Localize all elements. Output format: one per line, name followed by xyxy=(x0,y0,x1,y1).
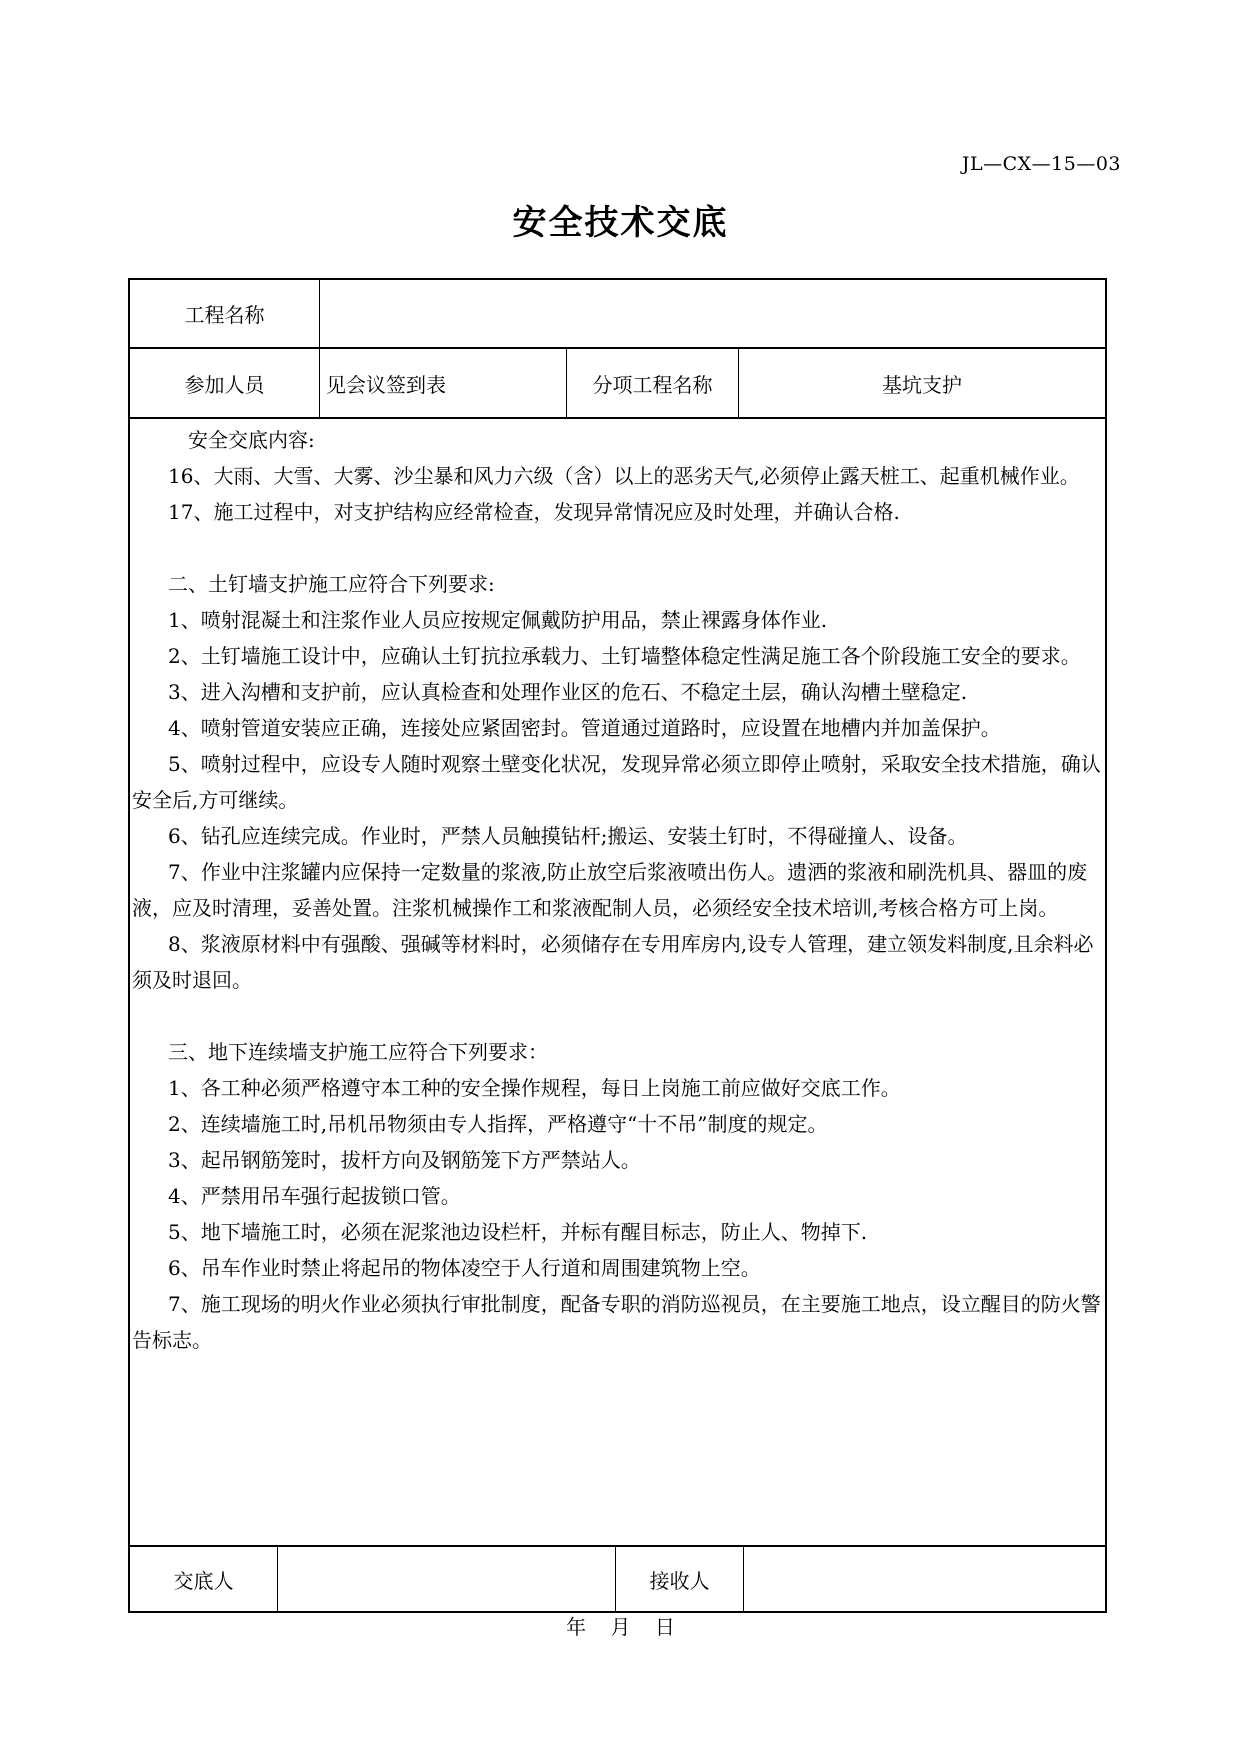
participants-field[interactable]: 见会议签到表 xyxy=(320,349,567,417)
paragraph-list xyxy=(130,458,1105,1358)
disclosure-form xyxy=(128,278,1107,1613)
disclosure-content xyxy=(130,419,1105,1547)
content-paragraph: 3、起吊钢筋笼时，拔杆方向及钢筋笼下方严禁站人。 xyxy=(168,1148,641,1172)
content-paragraph: 4、喷射管道安装应正确，连接处应紧固密封。管道通过道路时，应设置在地槽内并加盖保护。 xyxy=(168,716,1001,740)
content-paragraph: 4、严禁用吊车强行起拔锁口管。 xyxy=(168,1184,461,1208)
subproject-name-field[interactable]: 基坑支护 xyxy=(882,372,962,397)
date-line: 年 月 日 xyxy=(566,1615,675,1639)
project-name-label: 工程名称 xyxy=(130,280,320,347)
document-code: JL—CX—15—03 xyxy=(961,153,1121,175)
content-paragraph: 三、地下连续墙支护施工应符合下列要求： xyxy=(168,1040,548,1064)
participants-row xyxy=(130,349,1105,419)
signature-row xyxy=(130,1547,1105,1611)
content-paragraph: 16、大雨、大雪、大雾、沙尘暴和风力六级（含）以上的恶劣天气,必须停止露天桩工、起重机械作业。 xyxy=(168,464,1080,488)
content-paragraph: 5、喷射过程中，应设专人随时观察土壁变化状况，发现异常必须立即停止喷射，采取安全技术措施，确认安全后,方可继续。 xyxy=(132,752,1101,812)
blank-line xyxy=(130,530,1105,566)
content-paragraph: 2、土钉墙施工设计中，应确认土钉抗拉承载力、土钉墙整体稳定性满足施工各个阶段施工安全的要求。 xyxy=(168,644,1081,668)
content-paragraph: 2、连续墙施工时,吊机吊物须由专人指挥，严格遵守“十不吊”制度的规定。 xyxy=(168,1112,828,1136)
discloser-field[interactable] xyxy=(278,1547,616,1611)
project-name-field[interactable] xyxy=(320,280,1105,347)
blank-line xyxy=(130,998,1105,1034)
discloser-label: 交底人 xyxy=(130,1547,278,1611)
content-paragraph: 二、土钉墙支护施工应符合下列要求: xyxy=(168,572,495,596)
content-paragraph: 5、地下墙施工时，必须在泥浆池边设栏杆，并标有醒目标志，防止人、物掉下. xyxy=(168,1220,868,1244)
content-paragraph: 1、喷射混凝土和注浆作业人员应按规定佩戴防护用品，禁止裸露身体作业. xyxy=(168,608,828,632)
content-paragraph: 8、浆液原材料中有强酸、强碱等材料时，必须储存在专用库房内,设专人管理，建立领发料制度,且余料必须及时退回。 xyxy=(132,932,1094,992)
receiver-label: 接收人 xyxy=(616,1547,744,1611)
document-title: 安全技术交底 xyxy=(512,203,729,243)
content-paragraph: 1、各工种必须严格遵守本工种的安全操作规程，每日上岗施工前应做好交底工作。 xyxy=(168,1076,901,1100)
content-paragraph: 17、施工过程中，对支护结构应经常检查，发现异常情况应及时处理，并确认合格. xyxy=(168,500,900,524)
content-paragraph: 7、施工现场的明火作业必须执行审批制度，配备专职的消防巡视员，在主要施工地点，设立醒目的防火警告标志。 xyxy=(132,1292,1101,1352)
participants-label: 参加人员 xyxy=(130,349,320,417)
content-paragraph: 6、钻孔应连续完成。作业时，严禁人员触摸钻杆;搬运、安装土钉时，不得碰撞人、设备。 xyxy=(168,824,968,848)
project-row xyxy=(130,280,1105,349)
receiver-field[interactable] xyxy=(744,1547,1105,1611)
subproject-name-label: 分项工程名称 xyxy=(567,349,739,417)
content-label: 安全交底内容: xyxy=(188,428,315,452)
content-paragraph: 7、作业中注浆罐内应保持一定数量的浆液,防止放空后浆液喷出伤人。遗洒的浆液和刷洗机具、器皿的废液，应及时清理，妥善处置。注浆机械操作工和浆液配制人员，必须经安全技术培训,考核合格方可上岗。 xyxy=(132,860,1088,920)
content-paragraph: 6、吊车作业时禁止将起吊的物体凌空于人行道和周围建筑物上空。 xyxy=(168,1256,761,1280)
content-paragraph: 3、进入沟槽和支护前，应认真检查和处理作业区的危石、不稳定土层，确认沟槽土壁稳定. xyxy=(168,680,968,704)
